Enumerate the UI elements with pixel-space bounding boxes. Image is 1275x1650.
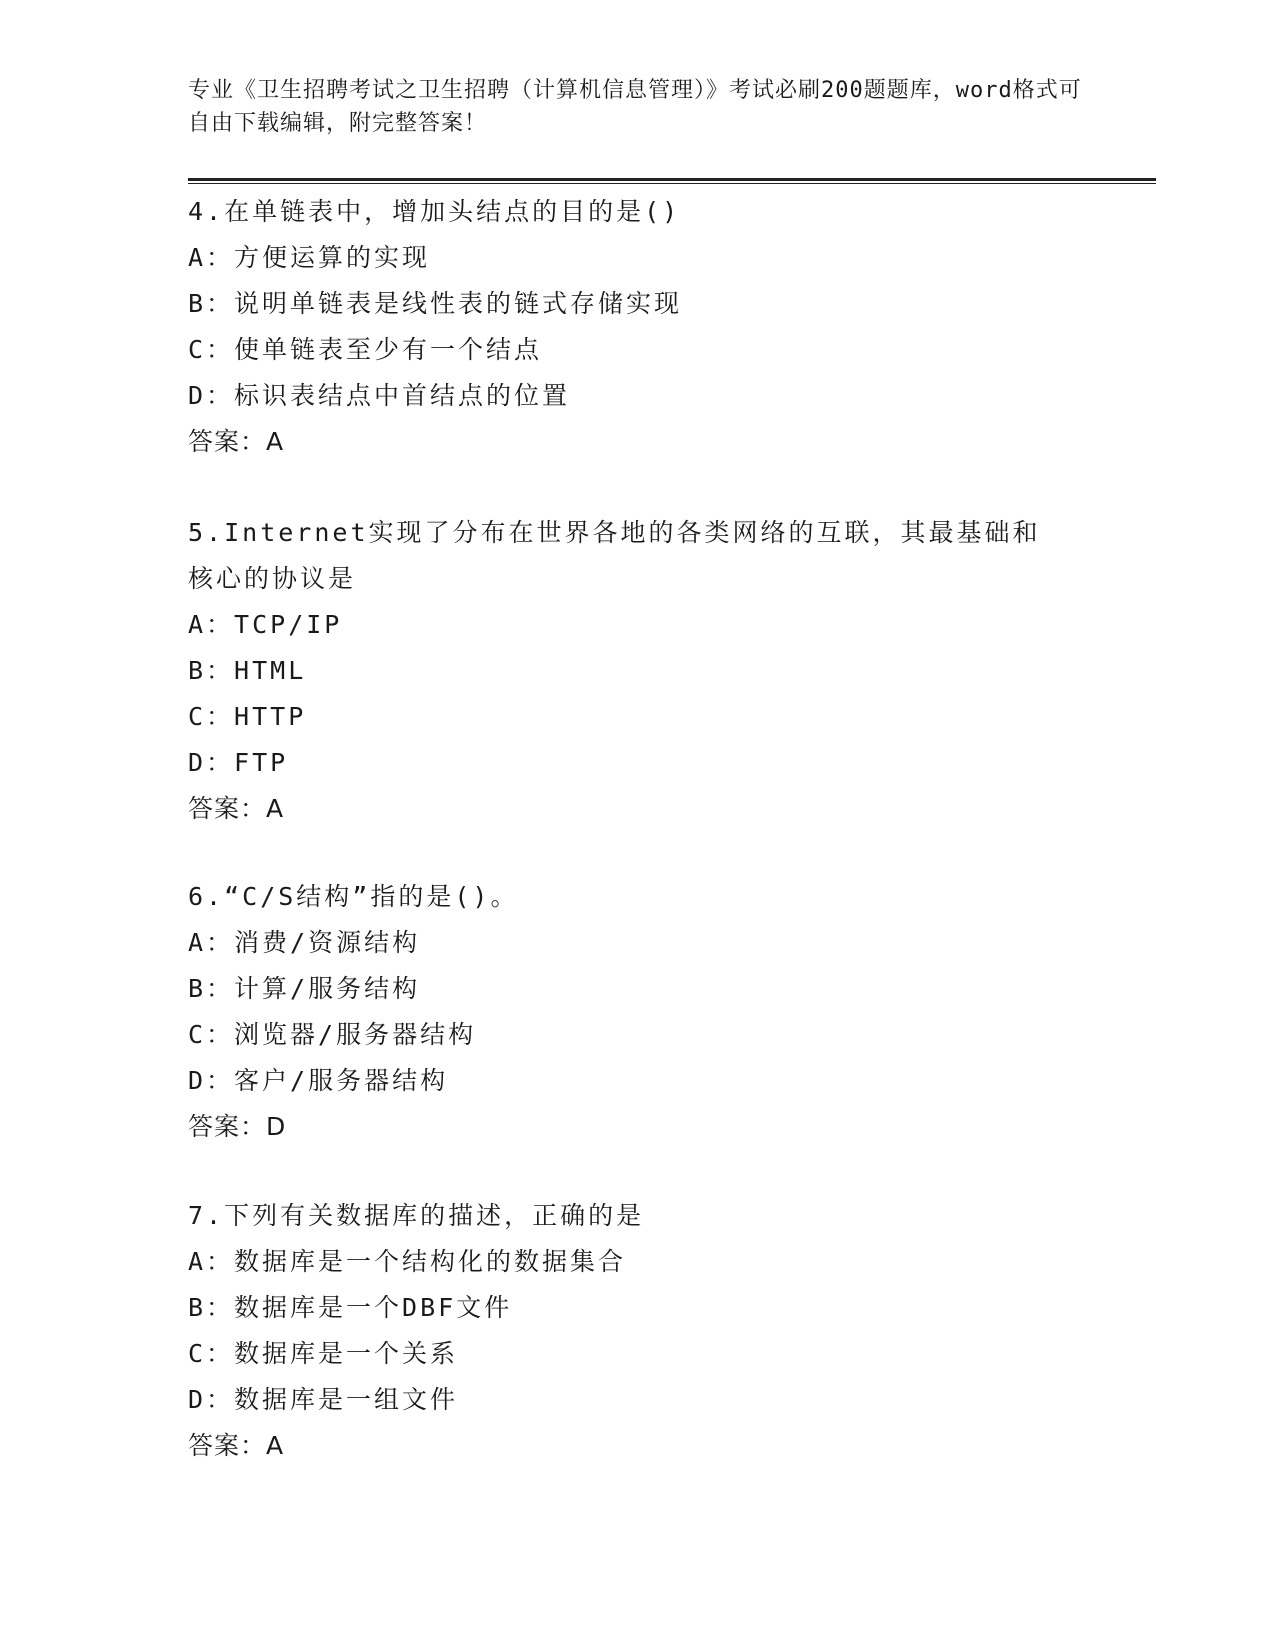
option-a: A：TCP/IP [188,610,343,639]
answer: 答案：A [188,1431,285,1460]
answer: 答案：A [188,794,285,823]
option-a: A：消费/资源结构 [188,928,421,957]
answer: 答案：A [188,427,285,456]
question-title: 6.“C/S结构”指的是()。 [188,882,519,911]
option-c: C：使单链表至少有一个结点 [188,335,543,364]
answer: 答案：D [188,1112,287,1141]
header-divider-thick [188,178,1156,181]
option-c: C：浏览器/服务器结构 [188,1020,477,1049]
option-c: C：数据库是一个关系 [188,1339,459,1368]
question-7 [188,1193,1088,1469]
question-title: 5.Internet实现了分布在世界各地的各类网络的互联，其最基础和核心的协议是 [188,518,1041,593]
question-title: 4.在单链表中，增加头结点的目的是() [188,197,681,226]
question-6 [188,874,1088,1150]
option-a: A：方便运算的实现 [188,243,431,272]
option-d: D：客户/服务器结构 [188,1066,449,1095]
option-d: D：FTP [188,748,289,777]
option-d: D：标识表结点中首结点的位置 [188,381,571,410]
question-title: 7.下列有关数据库的描述，正确的是 [188,1201,645,1230]
option-c: C：HTTP [188,702,307,731]
question-5 [188,510,1088,832]
option-a: A：数据库是一个结构化的数据集合 [188,1247,627,1276]
option-d: D：数据库是一组文件 [188,1385,459,1414]
option-b: B：说明单链表是线性表的链式存储实现 [188,289,683,318]
option-b: B：HTML [188,656,307,685]
option-b: B：计算/服务结构 [188,974,421,1003]
document-header: 专业《卫生招聘考试之卫生招聘（计算机信息管理）》考试必刷200题题库，word格式可自由下载编辑，附完整答案！ [188,78,1082,136]
header-divider-thin [188,183,1156,184]
question-4 [188,189,1088,465]
option-b: B：数据库是一个DBF文件 [188,1293,513,1322]
